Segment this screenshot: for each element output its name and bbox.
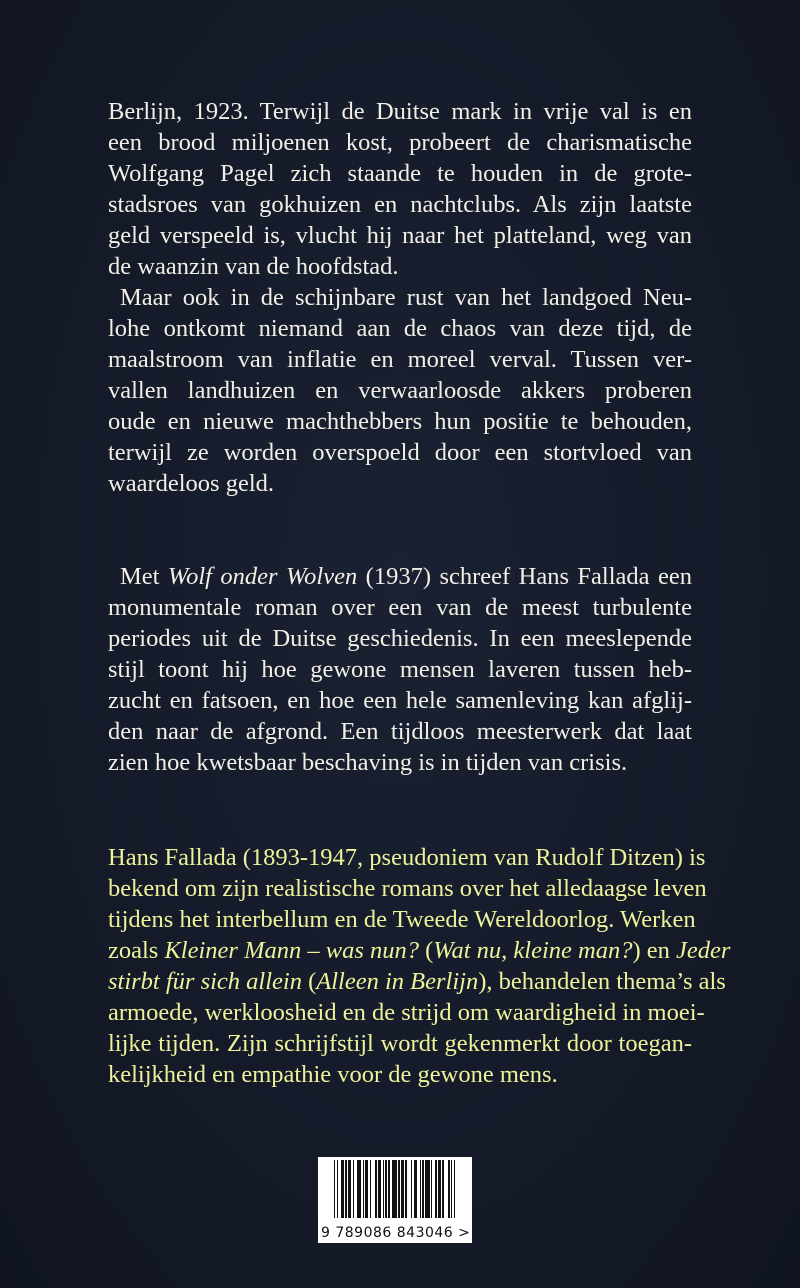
- isbn-number: 9 789086 843046 >: [321, 1225, 471, 1241]
- text-line: terwijl ze worden overspoeld door een stortvloed van: [108, 439, 692, 466]
- book-title: stirbt für sich allein: [108, 968, 302, 995]
- text-run: zoals: [108, 937, 165, 964]
- barcode-bar: [454, 1160, 455, 1218]
- text-run: (: [301, 968, 317, 995]
- text-line: Maar ook in de schijnbare rust van het landgoed Neu-: [120, 284, 692, 311]
- book-title: Kleiner Mann – was nun?: [164, 937, 419, 964]
- blurb-paragraph-1: [108, 96, 692, 282]
- book-title: Jeder: [676, 937, 731, 964]
- text-run: ) en: [632, 937, 676, 964]
- text-line: een brood miljoenen kost, probeert de charismatische: [108, 129, 692, 156]
- text-run: Met: [120, 563, 168, 590]
- text-line: lohe ontkomt niemand aan de chaos van deze tijd, de: [108, 315, 692, 342]
- text-line: vallen landhuizen en verwaarloosde akkers proberen: [108, 377, 692, 404]
- book-title: Alleen in Berlijn: [316, 968, 479, 995]
- text-line: [108, 935, 731, 966]
- text-line: oude en nieuwe machthebbers hun positie te behouden,: [108, 408, 692, 435]
- author-bio-paragraph: [108, 842, 731, 1090]
- text-line: [108, 966, 726, 997]
- text-line: monumentale roman over een van de meest turbulente: [108, 594, 692, 621]
- text-line: kelijkheid en empathie voor de gewone mens.: [108, 1061, 558, 1088]
- text-line: waardeloos geld.: [108, 470, 274, 497]
- text-line: bekend om zijn realistische romans over het alledaagse leven: [108, 875, 707, 902]
- text-line: de waanzin van de hoofdstad.: [108, 253, 399, 280]
- text-line: armoede, werkloosheid en de strijd om waardigheid in moei-: [108, 999, 705, 1026]
- text-line: maalstroom van inflatie en moreel verval. Tussen ver-: [108, 346, 692, 373]
- text-line: Berlijn, 1923. Terwijl de Duitse mark in vrije val is en: [108, 98, 692, 125]
- text-line: geld verspeeld is, vlucht hij naar het platteland, weg van: [108, 222, 692, 249]
- text-line: lijke tijden. Zijn schrijfstijl wordt gekenmerkt door toegan-: [108, 1030, 692, 1057]
- isbn-barcode: [318, 1157, 472, 1243]
- text-line: den naar de afgrond. Een tijdloos meesterwerk dat laat: [108, 718, 692, 745]
- text-run: (: [419, 937, 434, 964]
- blurb-paragraph-2: [108, 282, 692, 499]
- text-run: ), behandelen thema’s als: [478, 968, 726, 995]
- text-line: stadsroes van gokhuizen en nachtclubs. Als zijn laatste: [108, 191, 692, 218]
- text-line: Wolfgang Pagel zich staande te houden in de grote-: [108, 160, 692, 187]
- text-line: [108, 561, 692, 592]
- text-line: stijl toont hij hoe gewone mensen laveren tussen heb-: [108, 656, 692, 683]
- blurb-paragraph-3: [108, 561, 692, 778]
- text-line: periodes uit de Duitse geschiedenis. In een meeslepende: [108, 625, 692, 652]
- text-line: tijdens het interbellum en de Tweede Wereldoorlog. Werken: [108, 906, 696, 933]
- text-line: zucht en fatsoen, en hoe een hele samenleving kan afglij-: [108, 687, 692, 714]
- book-title: Wolf onder Wolven: [167, 563, 358, 590]
- text-line: zien hoe kwetsbaar beschaving is in tijden van crisis.: [108, 749, 628, 776]
- text-line: Hans Fallada (1893-1947, pseudoniem van Rudolf Ditzen) is: [108, 844, 706, 871]
- book-title: Wat nu, kleine man?: [433, 937, 633, 964]
- text-run: (1937) schreef Hans Fallada een: [357, 563, 692, 590]
- barcode-bars: [334, 1160, 456, 1218]
